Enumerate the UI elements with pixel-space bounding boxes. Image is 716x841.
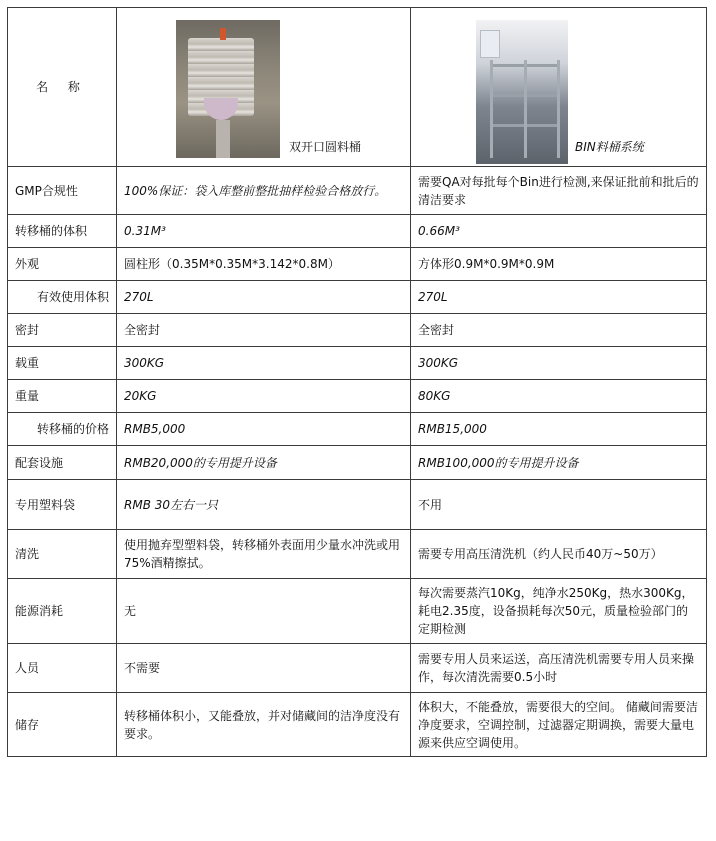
- row-label: 转移桶的价格: [8, 413, 117, 446]
- bin-value: 方体形0.9M*0.9M*0.9M: [411, 248, 707, 281]
- table-row: [8, 446, 707, 480]
- bin-value: 80KG: [411, 380, 707, 413]
- table-row: [8, 380, 707, 413]
- bin-value: 每次需要蒸汽10Kg，纯净水250Kg，热水300Kg，耗电2.35度，设备损耗每次50元，质量检验部门的定期检测: [411, 579, 707, 644]
- drum-value: RMB20,000的专用提升设备: [117, 446, 411, 480]
- drum-value: 全密封: [117, 314, 411, 347]
- bin-value: RMB100,000的专用提升设备: [411, 446, 707, 480]
- drum-value: 使用抛弃型塑料袋，转移桶外表面用少量水冲洗或用75%酒精擦拭。: [117, 530, 411, 579]
- header-row: [8, 8, 707, 167]
- table-row: [8, 644, 707, 693]
- bin-value: 体积大，不能叠放，需要很大的空间。 储藏间需要洁净度要求，空调控制，过滤器定期调换，需要大量电源来供应空调使用。: [411, 693, 707, 757]
- row-label: 清洗: [8, 530, 117, 579]
- row-label: 载重: [8, 347, 117, 380]
- bin-value: 300KG: [411, 347, 707, 380]
- table-row: [8, 413, 707, 446]
- table-row: [8, 248, 707, 281]
- header-cell-drum: [117, 8, 411, 167]
- row-label: 密封: [8, 314, 117, 347]
- drum-value: 不需要: [117, 644, 411, 693]
- row-label: GMP合规性: [8, 167, 117, 215]
- row-label: 重量: [8, 380, 117, 413]
- table-row: [8, 480, 707, 530]
- drum-value: 圆柱形（0.35M*0.35M*3.142*0.8M）: [117, 248, 411, 281]
- drum-value: 100%保证：袋入库整前整批抽样检验合格放行。: [117, 167, 411, 215]
- row-label: 配套设施: [8, 446, 117, 480]
- table-row: [8, 579, 707, 644]
- row-label: 储存: [8, 693, 117, 757]
- bin-value: 需要专用高压清洗机（约人民币40万~50万）: [411, 530, 707, 579]
- bin-value: RMB15,000: [411, 413, 707, 446]
- table-row: [8, 281, 707, 314]
- table-row: [8, 530, 707, 579]
- drum-value: 0.31M³: [117, 215, 411, 248]
- row-label: 能源消耗: [8, 579, 117, 644]
- bin-value: 需要专用人员来运送，高压清洗机需要专用人员来操作，每次清洗需要0.5小时: [411, 644, 707, 693]
- drum-value: 300KG: [117, 347, 411, 380]
- table-row: [8, 314, 707, 347]
- bin-value: 全密封: [411, 314, 707, 347]
- bin-caption: BIN料桶系统: [575, 140, 644, 154]
- bin-value: 0.66M³: [411, 215, 707, 248]
- header-cell-bin: [411, 8, 707, 167]
- bin-value: 不用: [411, 480, 707, 530]
- row-label: 人员: [8, 644, 117, 693]
- drum-caption: 双开口圆料桶: [289, 140, 362, 154]
- drum-value: 270L: [117, 281, 411, 314]
- drum-value: 无: [117, 579, 411, 644]
- drum-value: 转移桶体积小，又能叠放，并对储藏间的洁净度没有要求。: [117, 693, 411, 757]
- row-label: 外观: [8, 248, 117, 281]
- drum-value: 20KG: [117, 380, 411, 413]
- bin-value: 需要QA对每批每个Bin进行检测,来保证批前和批后的清洁要求: [411, 167, 707, 215]
- table-row: [8, 693, 707, 757]
- row-label: 转移桶的体积: [8, 215, 117, 248]
- bin-rack-photo: [476, 20, 568, 164]
- bin-value: 270L: [411, 281, 707, 314]
- drum-value: RMB 30左右一只: [117, 480, 411, 530]
- table-row: [8, 347, 707, 380]
- header-label: 名 称: [8, 8, 117, 167]
- comparison-table: [7, 7, 707, 757]
- stainless-drum-photo: [176, 20, 280, 158]
- table-row: [8, 215, 707, 248]
- drum-value: RMB5,000: [117, 413, 411, 446]
- table-row: [8, 167, 707, 215]
- row-label: 有效使用体积: [8, 281, 117, 314]
- row-label: 专用塑料袋: [8, 480, 117, 530]
